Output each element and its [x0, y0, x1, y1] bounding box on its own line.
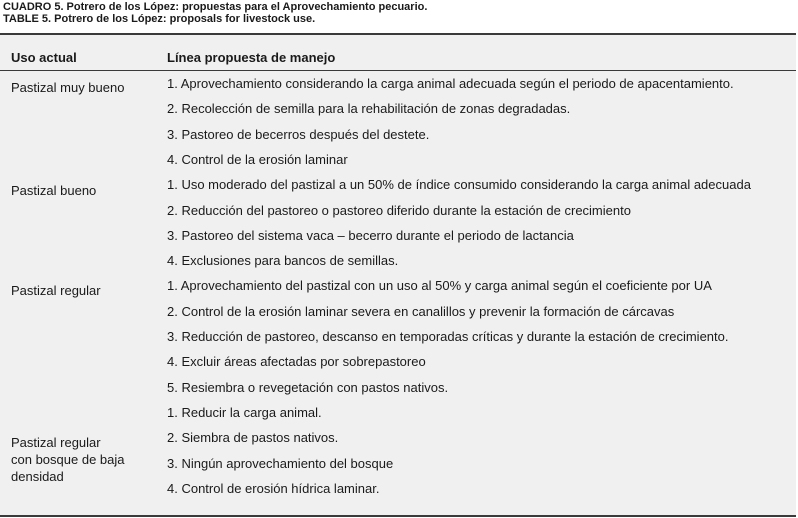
list-item: 1. Reducir la carga animal.: [167, 405, 322, 420]
list-item: 3. Ningún aprovechamiento del bosque: [167, 456, 394, 471]
header-uso-actual: Uso actual: [11, 50, 77, 65]
category-pastizal-regular-bosque-line-2: con bosque de baja: [11, 452, 125, 467]
category-pastizal-regular-bosque-line-3: densidad: [11, 469, 64, 484]
list-item: 4. Control de erosión hídrica laminar.: [167, 481, 380, 496]
category-pastizal-regular: Pastizal regular: [11, 283, 101, 298]
list-item: 2. Recolección de semilla para la rehabilitación de zonas degradadas.: [167, 101, 571, 116]
category-pastizal-bueno: Pastizal bueno: [11, 183, 97, 198]
table-caption-spanish: CUADRO 5. Potrero de los López: propuestas para el Aprovechamiento pecuario.: [3, 1, 428, 13]
list-item: 5. Resiembra o revegetación con pastos nativos.: [167, 380, 449, 395]
list-item: 1. Aprovechamiento del pastizal con un uso al 50% y carga animal según el coeficiente por UA: [167, 278, 712, 293]
list-item: 1. Aprovechamiento considerando la carga animal adecuada según el periodo de apacentamiento.: [167, 76, 734, 91]
list-item: 2. Siembra de pastos nativos.: [167, 430, 339, 445]
list-item: 3. Pastoreo de becerros después del destete.: [167, 127, 430, 142]
header-linea-propuesta: Línea propuesta de manejo: [167, 50, 336, 65]
list-item: 4. Control de la erosión laminar: [167, 152, 348, 167]
list-item: 4. Exclusiones para bancos de semillas.: [167, 253, 399, 268]
list-item: 1. Uso moderado del pastizal a un 50% de índice consumido considerando la carga animal adecuada: [167, 177, 751, 192]
category-pastizal-muy-bueno: Pastizal muy bueno: [11, 80, 125, 95]
header-divider: [0, 70, 796, 71]
list-item: 4. Excluir áreas afectadas por sobrepastoreo: [167, 354, 426, 369]
list-item: 3. Pastoreo del sistema vaca – becerro durante el periodo de lactancia: [167, 228, 574, 243]
list-item: 2. Control de la erosión laminar severa en canalillos y prevenir la formación de cárcavas: [167, 304, 675, 319]
category-pastizal-regular-bosque-line-1: Pastizal regular: [11, 435, 101, 450]
list-item: 2. Reducción del pastoreo o pastoreo diferido durante la estación de crecimiento: [167, 203, 631, 218]
list-item: 3. Reducción de pastoreo, descanso en temporadas críticas y durante la estación de crecimiento.: [167, 329, 729, 344]
table-caption-english: TABLE 5. Potrero de los López: proposals for livestock use.: [3, 13, 316, 25]
